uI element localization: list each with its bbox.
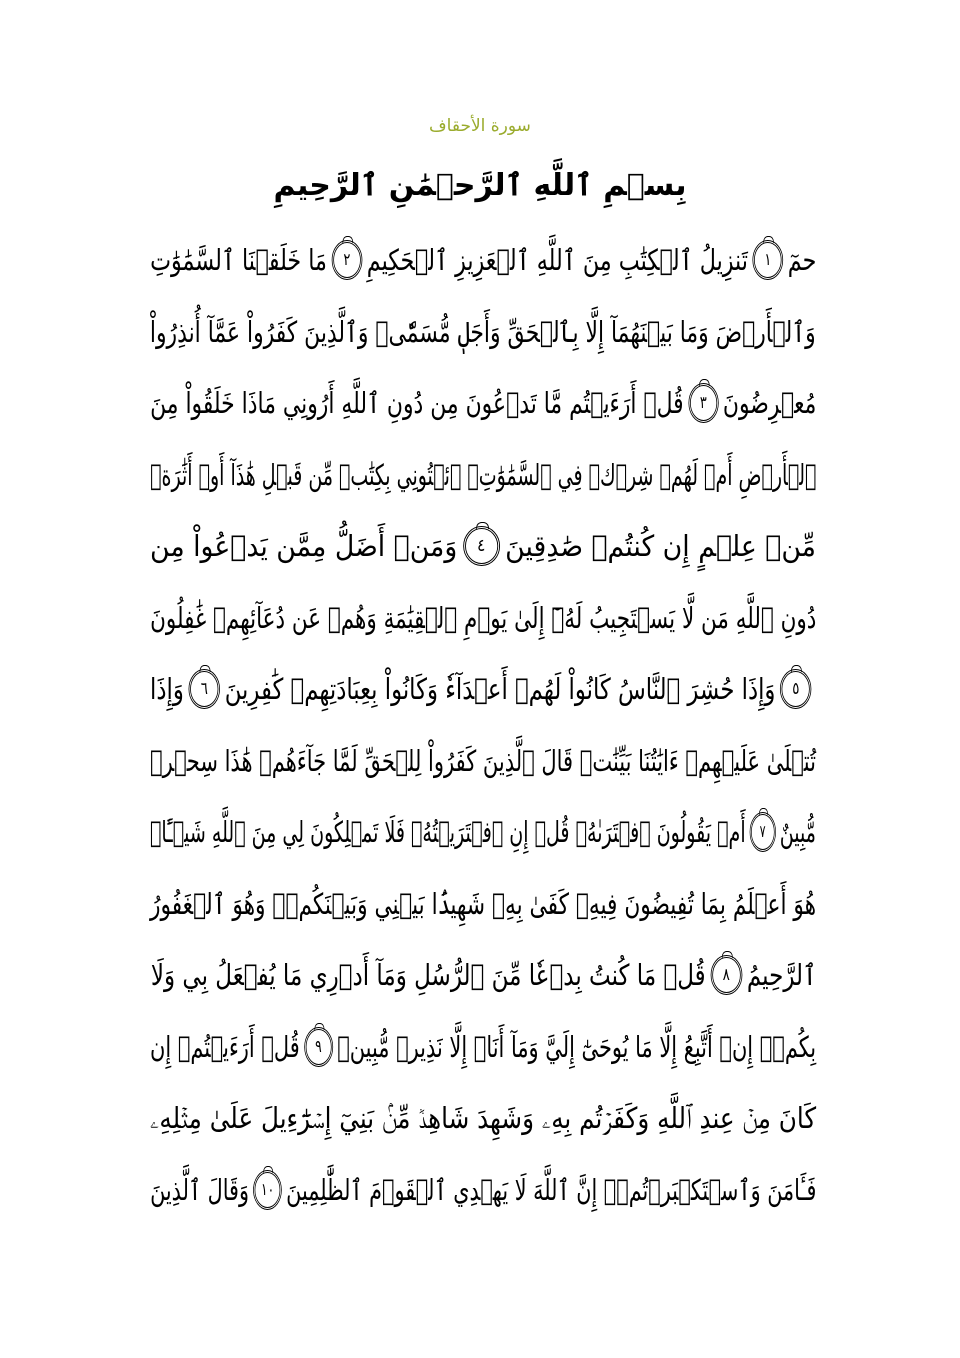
quran-text-block [150, 228, 816, 1229]
verse-text: بِكُمۡۖ إِنۡ أَتَّبِعُ إِلَّا مَا يُوحَىٰٓ إِلَيَّ وَمَآ أَنَا۠ إِلَّا نَذِيرٞ مُّبِينٞ [337, 1029, 816, 1064]
text-line-content [150, 800, 816, 864]
text-line-content [150, 1086, 816, 1150]
verse-text: قُلۡ أَرَءَيۡتُمۡ إِن [149, 1029, 300, 1064]
text-line-content [150, 872, 816, 936]
text-line [150, 657, 816, 729]
verse-number-marker: ١٠ [253, 1170, 282, 1210]
verse-number-marker: ٤ [463, 526, 500, 566]
verse-text: كَانَ مِنۡ عِندِ ٱللَّهِ وَكَفَرۡتُم بِهِۦ وَشَهِدَ شَاهِدٞ مِّنۢ بَنِيٓ إِسۡرَٰٓءِيلَ عَلَىٰ مِثۡلِهِۦ [149, 1100, 816, 1135]
text-line [150, 800, 816, 872]
verse-text: وَإِذَا [149, 672, 184, 706]
verse-text: مَا خَلَقۡنَا ٱلسَّمَٰوَٰتِ [149, 243, 327, 277]
basmala: بِسۡمِ ٱللَّهِ ٱلرَّحۡمَٰنِ ٱلرَّحِيمِ [273, 168, 687, 203]
verse-number-marker: ١ [752, 240, 783, 280]
text-line [150, 729, 816, 801]
text-line-content [150, 371, 816, 435]
verse-text: وَمَنۡ أَضَلُّ مِمَّن يَدۡعُواْ مِن [150, 529, 458, 563]
verse-text: وَإِذَا حُشِرَ ٱلنَّاسُ كَانُواْ لَهُمۡ أَعۡدَآءٗ وَكَانُواْ بِعِبَادَتِهِمۡ كَٰفِرِينَ [224, 672, 776, 706]
text-line [150, 228, 816, 300]
verse-text: وَقَالَ ٱلَّذِينَ [149, 1172, 249, 1207]
text-line-content [150, 729, 816, 793]
verse-text: أَمۡ يَقُولُونَ ٱفۡتَرَىٰهُۖ قُلۡ إِنِ ٱفۡتَرَيۡتُهُۥ فَلَا تَمۡلِكُونَ لِي مِنَ ٱللَّهِ شَيۡـًٔاۖ [150, 815, 746, 849]
text-line-content [150, 943, 816, 1007]
text-line [150, 586, 816, 658]
text-line [150, 943, 816, 1015]
verse-text: مُعۡرِضُونَ [722, 386, 816, 420]
verse-text: دُونِ ٱللَّهِ مَن لَّا يَسۡتَجِيبُ لَهُۥٓ إِلَىٰ يَوۡمِ ٱلۡقِيَٰمَةِ وَهُمۡ عَن دُعَآئِهِمۡ غَٰفِلُونَ [149, 600, 816, 635]
text-line-content [150, 1015, 816, 1079]
text-line [150, 1015, 816, 1087]
text-line [150, 514, 816, 586]
verse-number-marker: ٩ [304, 1027, 333, 1067]
surah-title: سورة الأحقاف [429, 116, 531, 136]
text-line-content [150, 514, 816, 578]
verse-number-marker: ٦ [188, 669, 219, 709]
text-line-content [150, 657, 816, 721]
verse-text: ٱلرَّحِيمُ [746, 958, 816, 992]
verse-number-marker: ٥ [780, 669, 811, 709]
verse-number-marker: ٢ [331, 240, 362, 280]
text-line-content [150, 1158, 816, 1222]
verse-text: هُوَ أَعۡلَمُ بِمَا تُفِيضُونَ فِيهِۚ كَفَىٰ بِهِۦ شَهِيدَۢا بَيۡنِي وَبَيۡنَكُمۡۖ وَهُوَ ٱلۡغَفُورُ [149, 886, 816, 921]
verse-text: قُلۡ مَا كُنتُ بِدۡعٗا مِّنَ ٱلرُّسُلِ وَمَآ أَدۡرِي مَا يُفۡعَلُ بِي وَلَا [150, 958, 706, 992]
text-line [150, 1158, 816, 1230]
verse-text: وَٱلۡأَرۡضَ وَمَا بَيۡنَهُمَآ إِلَّا بِٱلۡحَقِّ وَأَجَلٖ مُّسَمّٗىۚ وَٱلَّذِينَ كَفَرُواْ عَمَّآ أُنذِرُواْ [150, 314, 816, 349]
verse-text: فَـَٔامَنَ وَٱسۡتَكۡبَرۡتُمۡۖ إِنَّ ٱللَّهَ لَا يَهۡدِي ٱلۡقَوۡمَ ٱلظَّٰلِمِينَ [285, 1172, 816, 1207]
verse-text: مُّبِينٌ [779, 815, 816, 849]
verse-text: تَنزِيلُ ٱلۡكِتَٰبِ مِنَ ٱللَّهِ ٱلۡعَزِيزِ ٱلۡحَكِيمِ [366, 243, 748, 277]
text-line [150, 371, 816, 443]
verse-number-marker: ٧ [750, 812, 776, 852]
verse-number-marker: ٣ [688, 383, 718, 423]
verse-text: ٱلۡأَرۡضِ أَمۡ لَهُمۡ شِرۡكٞ فِي ٱلسَّمَٰوَٰتِۖ ٱئۡتُونِي بِكِتَٰبٖ مِّن قَبۡلِ هَٰذَآ أَوۡ أَثَٰرَةٖ [149, 457, 816, 492]
text-line [150, 1086, 816, 1158]
text-line-content [150, 586, 816, 650]
text-line [150, 300, 816, 372]
text-line-content [150, 443, 816, 507]
text-line-content [150, 228, 816, 292]
verse-text: تُتۡلَىٰ عَلَيۡهِمۡ ءَايَٰتُنَا بَيِّنَٰتٖ قَالَ ٱلَّذِينَ كَفَرُواْ لِلۡحَقِّ لَمَّا جَآءَهُمۡ هَٰذَا سِحۡرٞ [150, 743, 816, 778]
text-line-content [150, 300, 816, 364]
verse-text: حمٓ [787, 243, 816, 277]
verse-number-marker: ٨ [710, 955, 742, 995]
verse-text: قُلۡ أَرَءَيۡتُم مَّا تَدۡعُونَ مِن دُونِ ٱللَّهِ أَرُونِي مَاذَا خَلَقُواْ مِنَ [149, 386, 684, 420]
text-line [150, 443, 816, 515]
verse-text: مِّنۡ عِلۡمٍ إِن كُنتُمۡ صَٰدِقِينَ [505, 529, 816, 563]
text-line [150, 872, 816, 944]
